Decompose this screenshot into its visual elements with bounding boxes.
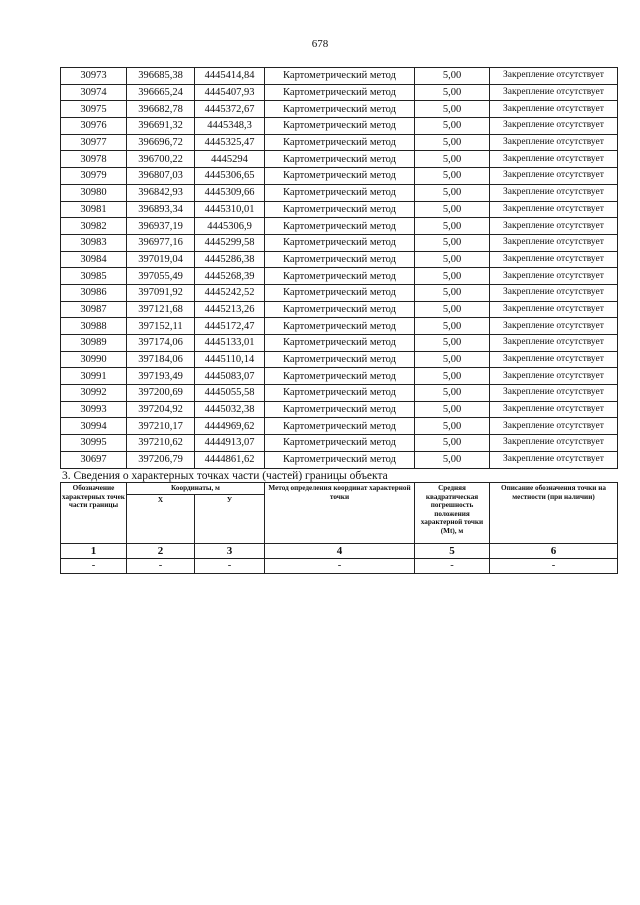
point-id-cell: 30977 — [61, 134, 127, 151]
method-cell: Картометрический метод — [265, 101, 415, 118]
table-row — [61, 101, 618, 118]
table-row — [61, 84, 618, 101]
y-coordinate-cell: 4445055,58 — [195, 385, 265, 402]
empty-cell: - — [127, 559, 195, 574]
method-cell: Картометрический метод — [265, 368, 415, 385]
x-coordinate-cell: 396977,16 — [127, 234, 195, 251]
point-id-cell: 30995 — [61, 435, 127, 452]
accuracy-cell: 5,00 — [415, 368, 490, 385]
accuracy-cell: 5,00 — [415, 118, 490, 135]
y-coordinate-cell: 4445325,47 — [195, 134, 265, 151]
point-id-cell: 30973 — [61, 68, 127, 85]
y-coordinate-cell: 4444913,07 — [195, 435, 265, 452]
accuracy-cell: 5,00 — [415, 435, 490, 452]
y-coordinate-cell: 4445306,65 — [195, 168, 265, 185]
table-row — [61, 368, 618, 385]
table-row — [61, 218, 618, 235]
y-coordinate-cell: 4445242,52 — [195, 284, 265, 301]
table-row — [61, 151, 618, 168]
x-coordinate-cell: 397204,92 — [127, 401, 195, 418]
method-cell: Картометрический метод — [265, 251, 415, 268]
page-number: 678 — [311, 38, 329, 50]
y-coordinate-cell: 4445083,07 — [195, 368, 265, 385]
point-id-cell: 30983 — [61, 234, 127, 251]
point-id-cell: 30989 — [61, 335, 127, 352]
point-id-cell: 30976 — [61, 118, 127, 135]
column-number: 1 — [61, 544, 127, 559]
accuracy-cell: 5,00 — [415, 151, 490, 168]
table-row — [61, 201, 618, 218]
column-number: 2 — [127, 544, 195, 559]
x-coordinate-cell: 397152,11 — [127, 318, 195, 335]
point-id-cell: 30978 — [61, 151, 127, 168]
method-cell: Картометрический метод — [265, 168, 415, 185]
description-cell: Закрепление отсутствует — [490, 218, 618, 235]
point-id-cell: 30984 — [61, 251, 127, 268]
point-id-cell: 30982 — [61, 218, 127, 235]
accuracy-cell: 5,00 — [415, 168, 490, 185]
description-cell: Закрепление отсутствует — [490, 184, 618, 201]
accuracy-cell: 5,00 — [415, 418, 490, 435]
point-id-cell: 30986 — [61, 284, 127, 301]
table-row — [61, 401, 618, 418]
method-cell: Картометрический метод — [265, 335, 415, 352]
header-accuracy: Средняя квадратическая погрешность положения характерной точки (Mt), м — [415, 483, 490, 544]
point-id-cell: 30697 — [61, 451, 127, 468]
point-id-cell: 30974 — [61, 84, 127, 101]
x-coordinate-cell: 396685,38 — [127, 68, 195, 85]
point-id-cell: 30988 — [61, 318, 127, 335]
accuracy-cell: 5,00 — [415, 318, 490, 335]
header-description: Описание обозначения точки на местности (при наличии) — [490, 483, 618, 544]
method-cell: Картометрический метод — [265, 84, 415, 101]
accuracy-cell: 5,00 — [415, 234, 490, 251]
point-id-cell: 30979 — [61, 168, 127, 185]
empty-cell: - — [490, 559, 618, 574]
point-id-cell: 30985 — [61, 268, 127, 285]
accuracy-cell: 5,00 — [415, 451, 490, 468]
method-cell: Картометрический метод — [265, 201, 415, 218]
point-id-cell: 30980 — [61, 184, 127, 201]
accuracy-cell: 5,00 — [415, 134, 490, 151]
method-cell: Картометрический метод — [265, 435, 415, 452]
method-cell: Картометрический метод — [265, 218, 415, 235]
table-row — [61, 435, 618, 452]
method-cell: Картометрический метод — [265, 184, 415, 201]
y-coordinate-cell: 4445294 — [195, 151, 265, 168]
y-coordinate-cell: 4445286,38 — [195, 251, 265, 268]
description-cell: Закрепление отсутствует — [490, 418, 618, 435]
method-cell: Картометрический метод — [265, 134, 415, 151]
description-cell: Закрепление отсутствует — [490, 368, 618, 385]
description-cell: Закрепление отсутствует — [490, 134, 618, 151]
point-id-cell: 30975 — [61, 101, 127, 118]
column-numbers-row — [61, 544, 618, 559]
column-number: 3 — [195, 544, 265, 559]
table-row — [61, 301, 618, 318]
x-coordinate-cell: 396700,22 — [127, 151, 195, 168]
empty-cell: - — [265, 559, 415, 574]
table-row — [61, 284, 618, 301]
description-cell: Закрепление отсутствует — [490, 284, 618, 301]
x-coordinate-cell: 396937,19 — [127, 218, 195, 235]
description-cell: Закрепление отсутствует — [490, 351, 618, 368]
table-row — [61, 451, 618, 468]
header-coordinates: Координаты, м — [127, 483, 265, 495]
x-coordinate-cell: 397206,79 — [127, 451, 195, 468]
table-row — [61, 184, 618, 201]
table-row — [61, 118, 618, 135]
header-x: X — [127, 495, 195, 544]
header-method: Метод определения координат характерной точки — [265, 483, 415, 544]
description-cell: Закрепление отсутствует — [490, 301, 618, 318]
y-coordinate-cell: 4445348,3 — [195, 118, 265, 135]
table-row — [61, 168, 618, 185]
x-coordinate-cell: 396842,93 — [127, 184, 195, 201]
x-coordinate-cell: 396807,03 — [127, 168, 195, 185]
y-coordinate-cell: 4445299,58 — [195, 234, 265, 251]
table-row — [61, 385, 618, 402]
method-cell: Картометрический метод — [265, 284, 415, 301]
x-coordinate-cell: 397091,92 — [127, 284, 195, 301]
point-id-cell: 30993 — [61, 401, 127, 418]
accuracy-cell: 5,00 — [415, 251, 490, 268]
x-coordinate-cell: 397055,49 — [127, 268, 195, 285]
empty-cell: - — [195, 559, 265, 574]
table-row — [61, 68, 618, 85]
method-cell: Картометрический метод — [265, 118, 415, 135]
description-cell: Закрепление отсутствует — [490, 101, 618, 118]
description-cell: Закрепление отсутствует — [490, 234, 618, 251]
description-cell: Закрепление отсутствует — [490, 268, 618, 285]
empty-row — [61, 559, 618, 574]
y-coordinate-cell: 4445372,67 — [195, 101, 265, 118]
table-row — [61, 418, 618, 435]
x-coordinate-cell: 397193,49 — [127, 368, 195, 385]
accuracy-cell: 5,00 — [415, 301, 490, 318]
column-number: 5 — [415, 544, 490, 559]
y-coordinate-cell: 4444861,62 — [195, 451, 265, 468]
y-coordinate-cell: 4445133,01 — [195, 335, 265, 352]
table-row — [61, 134, 618, 151]
method-cell: Картометрический метод — [265, 351, 415, 368]
accuracy-cell: 5,00 — [415, 184, 490, 201]
y-coordinate-cell: 4445172,47 — [195, 318, 265, 335]
x-coordinate-cell: 396682,78 — [127, 101, 195, 118]
section-table — [60, 482, 618, 574]
accuracy-cell: 5,00 — [415, 201, 490, 218]
method-cell: Картометрический метод — [265, 318, 415, 335]
description-cell: Закрепление отсутствует — [490, 451, 618, 468]
description-cell: Закрепление отсутствует — [490, 385, 618, 402]
header-y: У — [195, 495, 265, 544]
accuracy-cell: 5,00 — [415, 218, 490, 235]
header-designation: Обозначение характерных точек части границы — [61, 483, 127, 544]
table-row — [61, 251, 618, 268]
column-number: 4 — [265, 544, 415, 559]
y-coordinate-cell: 4445032,38 — [195, 401, 265, 418]
method-cell: Картометрический метод — [265, 234, 415, 251]
section-title: 3. Сведения о характерных точках части (частей) границы объекта — [62, 470, 388, 482]
accuracy-cell: 5,00 — [415, 268, 490, 285]
description-cell: Закрепление отсутствует — [490, 435, 618, 452]
points-table — [60, 67, 618, 469]
x-coordinate-cell: 397121,68 — [127, 301, 195, 318]
accuracy-cell: 5,00 — [415, 101, 490, 118]
y-coordinate-cell: 4445268,39 — [195, 268, 265, 285]
method-cell: Картометрический метод — [265, 385, 415, 402]
point-id-cell: 30981 — [61, 201, 127, 218]
x-coordinate-cell: 397184,06 — [127, 351, 195, 368]
point-id-cell: 30994 — [61, 418, 127, 435]
y-coordinate-cell: 4444969,62 — [195, 418, 265, 435]
point-id-cell: 30990 — [61, 351, 127, 368]
description-cell: Закрепление отсутствует — [490, 68, 618, 85]
point-id-cell: 30991 — [61, 368, 127, 385]
accuracy-cell: 5,00 — [415, 385, 490, 402]
method-cell: Картометрический метод — [265, 451, 415, 468]
description-cell: Закрепление отсутствует — [490, 335, 618, 352]
point-id-cell: 30992 — [61, 385, 127, 402]
table-row — [61, 318, 618, 335]
x-coordinate-cell: 396696,72 — [127, 134, 195, 151]
x-coordinate-cell: 397200,69 — [127, 385, 195, 402]
accuracy-cell: 5,00 — [415, 401, 490, 418]
accuracy-cell: 5,00 — [415, 68, 490, 85]
method-cell: Картометрический метод — [265, 151, 415, 168]
accuracy-cell: 5,00 — [415, 84, 490, 101]
y-coordinate-cell: 4445414,84 — [195, 68, 265, 85]
table-row — [61, 351, 618, 368]
y-coordinate-cell: 4445310,01 — [195, 201, 265, 218]
description-cell: Закрепление отсутствует — [490, 168, 618, 185]
table-row — [61, 268, 618, 285]
x-coordinate-cell: 397210,62 — [127, 435, 195, 452]
column-number: 6 — [490, 544, 618, 559]
empty-cell: - — [415, 559, 490, 574]
empty-cell: - — [61, 559, 127, 574]
method-cell: Картометрический метод — [265, 418, 415, 435]
description-cell: Закрепление отсутствует — [490, 318, 618, 335]
x-coordinate-cell: 396665,24 — [127, 84, 195, 101]
x-coordinate-cell: 397019,04 — [127, 251, 195, 268]
method-cell: Картометрический метод — [265, 68, 415, 85]
y-coordinate-cell: 4445213,26 — [195, 301, 265, 318]
table-row — [61, 234, 618, 251]
description-cell: Закрепление отсутствует — [490, 151, 618, 168]
description-cell: Закрепление отсутствует — [490, 251, 618, 268]
description-cell: Закрепление отсутствует — [490, 84, 618, 101]
x-coordinate-cell: 396893,34 — [127, 201, 195, 218]
method-cell: Картометрический метод — [265, 301, 415, 318]
description-cell: Закрепление отсутствует — [490, 401, 618, 418]
method-cell: Картометрический метод — [265, 401, 415, 418]
accuracy-cell: 5,00 — [415, 351, 490, 368]
y-coordinate-cell: 4445110,14 — [195, 351, 265, 368]
accuracy-cell: 5,00 — [415, 335, 490, 352]
description-cell: Закрепление отсутствует — [490, 201, 618, 218]
description-cell: Закрепление отсутствует — [490, 118, 618, 135]
x-coordinate-cell: 397210,17 — [127, 418, 195, 435]
table-row — [61, 335, 618, 352]
y-coordinate-cell: 4445306,9 — [195, 218, 265, 235]
x-coordinate-cell: 396691,32 — [127, 118, 195, 135]
y-coordinate-cell: 4445407,93 — [195, 84, 265, 101]
point-id-cell: 30987 — [61, 301, 127, 318]
x-coordinate-cell: 397174,06 — [127, 335, 195, 352]
method-cell: Картометрический метод — [265, 268, 415, 285]
y-coordinate-cell: 4445309,66 — [195, 184, 265, 201]
accuracy-cell: 5,00 — [415, 284, 490, 301]
